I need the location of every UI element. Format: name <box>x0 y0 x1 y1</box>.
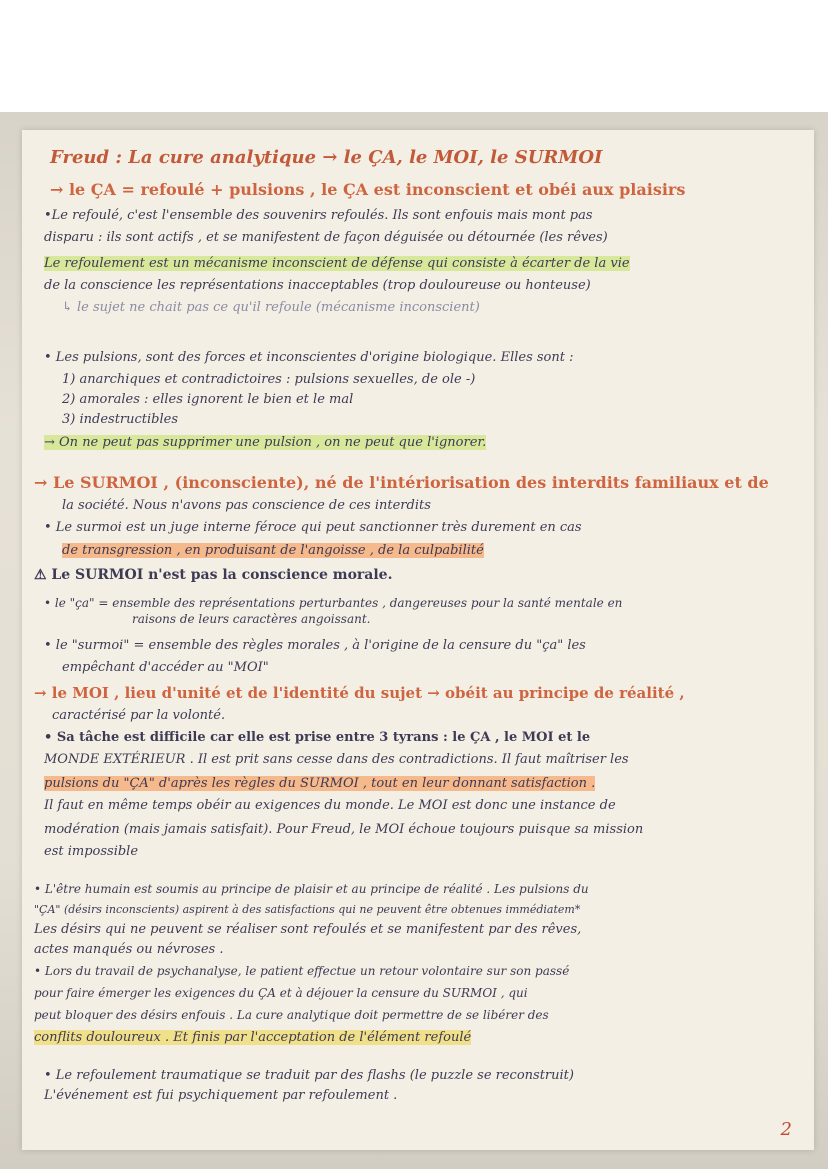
line-surmoi-2: la société. Nous n'avons pas conscience de ces interdits <box>62 498 431 513</box>
line-desirs-inconscients: "ÇA" (désirs inconscients) aspirent à des satisfactions qui ne peuvent être obtenues immédiatem* <box>34 903 581 916</box>
pulsions-ca-text: pulsions du "ÇA" d'après les règles du SURMOI , tout en leur donnant satisfaction . <box>44 776 596 791</box>
line-etre-humain: • L'être humain est soumis au principe de plaisir et au principe de réalité . Les pulsions du <box>34 882 589 896</box>
angoisse-text: de transgression , en produisant de l'angoisse , de la culpabilité <box>62 543 484 558</box>
surmoi-heading: → Le SURMOI , (inconsciente), né de l'intériorisation des interdits familiaux et de <box>34 473 769 492</box>
line-pulsions-3: 3) indestructibles <box>62 412 179 427</box>
line-refoulement-1 <box>44 256 630 271</box>
line-surmoi-ensemble-2: empêchant d'accéder au "MOI" <box>62 660 269 675</box>
line-refoule-2: disparu : ils sont actifs , et se manifestent de façon déguisée ou détournée (les rêves) <box>44 230 608 245</box>
pulsion-ignorer-text: → On ne peut pas supprimer une pulsion , on ne peut que l'ignorer. <box>44 435 487 450</box>
line-moderation: modération (mais jamais satisfait). Pour Freud, le MOI échoue toujours puisque sa mission <box>44 822 644 837</box>
page-title: Freud : La cure analytique → le ÇA, le MOI, le SURMOI <box>50 147 603 168</box>
line-surmoi-juge: • Le surmoi est un juge interne féroce qui peut sanctionner très durement en cas <box>44 520 582 535</box>
handwritten-note-sheet <box>22 130 814 1150</box>
line-psychanalyse-1: • Lors du travail de psychanalyse, le patient effectue un retour volontaire sur son passé <box>34 964 570 978</box>
line-pulsions-1: 1) anarchiques et contradictoires : pulsions sexuelles, de ole -) <box>62 372 476 387</box>
line-pulsions-intro: • Les pulsions, sont des forces et inconscientes d'origine biologique. Elles sont : <box>44 350 574 365</box>
moi-tache-text: • Sa tâche est difficile car elle est prise entre 3 tyrans : le ÇA , le MOI et le <box>44 730 591 745</box>
line-desirs-refoules: Les désirs qui ne peuvent se réaliser sont refoulés et se manifestent par des rêves, <box>34 922 582 937</box>
line-psychanalyse-3: peut bloquer des désirs enfouis . La cure analytique doit permettre de se libérer des <box>34 1008 549 1022</box>
line-pulsion-ignorer <box>44 435 486 450</box>
warning-text: ⚠ Le SURMOI n'est pas la conscience morale. <box>34 567 393 583</box>
line-surmoi-ensemble-1: • le "surmoi" = ensemble des règles morales , à l'origine de la censure du "ça" les <box>44 638 586 653</box>
line-moi-title <box>34 686 685 702</box>
line-psychanalyse-2: pour faire émerger les exigences du ÇA et à déjouer la censure du SURMOI , qui <box>34 986 528 1000</box>
page-number: 2 <box>780 1119 792 1140</box>
line-refoulement-traumatique: • Le refoulement traumatique se traduit par des flashs (le puzzle se reconstruit) <box>44 1068 574 1083</box>
line-impossible: est impossible <box>44 844 139 859</box>
line-refoulement-2: de la conscience les représentations inacceptables (trop douloureuse ou honteuse) <box>44 278 591 293</box>
line-surmoi-angoisse <box>62 543 484 558</box>
line-moi-volonte: caractérisé par la volonté. <box>52 708 226 723</box>
line-moi-tache <box>44 730 590 745</box>
line-conflits <box>34 1030 471 1045</box>
line-refoule-1: •Le refoulé, c'est l'ensemble des souvenirs refoulés. Ils sont enfouis mais mont pas <box>44 208 593 223</box>
line-actes-manques: actes manqués ou névroses . <box>34 942 224 957</box>
line-ca-ensemble-2: raisons de leurs caractères angoissant. <box>132 612 371 626</box>
line-pulsions-2: 2) amorales : elles ignorent le bien et le mal <box>62 392 354 407</box>
line-sujet-refoule: ↳ le sujet ne chait pas ce qu'il refoule (mécanisme inconscient) <box>62 300 480 315</box>
line-ca-ensemble-1: • le "ça" = ensemble des représentations perturbantes , dangereuses pour la santé mentale en <box>44 596 623 610</box>
line-ca-definition <box>50 182 685 199</box>
refoulement-definition: Le refoulement est un mécanisme inconscient de défense qui consiste à écarter de la vie <box>44 256 630 271</box>
line-surmoi-title <box>34 475 769 492</box>
line-monde-exterieur: MONDE EXTÉRIEUR . Il est prit sans cesse dans des contradictions. Il faut maîtriser les <box>44 752 629 767</box>
line-warning <box>34 568 392 583</box>
line-evenement-fui: L'événement est fui psychiquement par refoulement . <box>44 1088 398 1103</box>
line-pulsions-ca <box>44 776 595 791</box>
line-exigences-monde: Il faut en même temps obéir au exigences du monde. Le MOI est donc une instance de <box>44 798 616 813</box>
moi-heading: → le MOI , lieu d'unité et de l'identité du sujet → obéit au principe de réalité , <box>34 684 685 702</box>
conflits-text: conflits douloureux . Et finis par l'acceptation de l'élément refoulé <box>34 1030 472 1045</box>
ca-definition-text: → le ÇA = refoulé + pulsions , le ÇA est inconscient et obéi aux plaisirs <box>50 180 686 199</box>
